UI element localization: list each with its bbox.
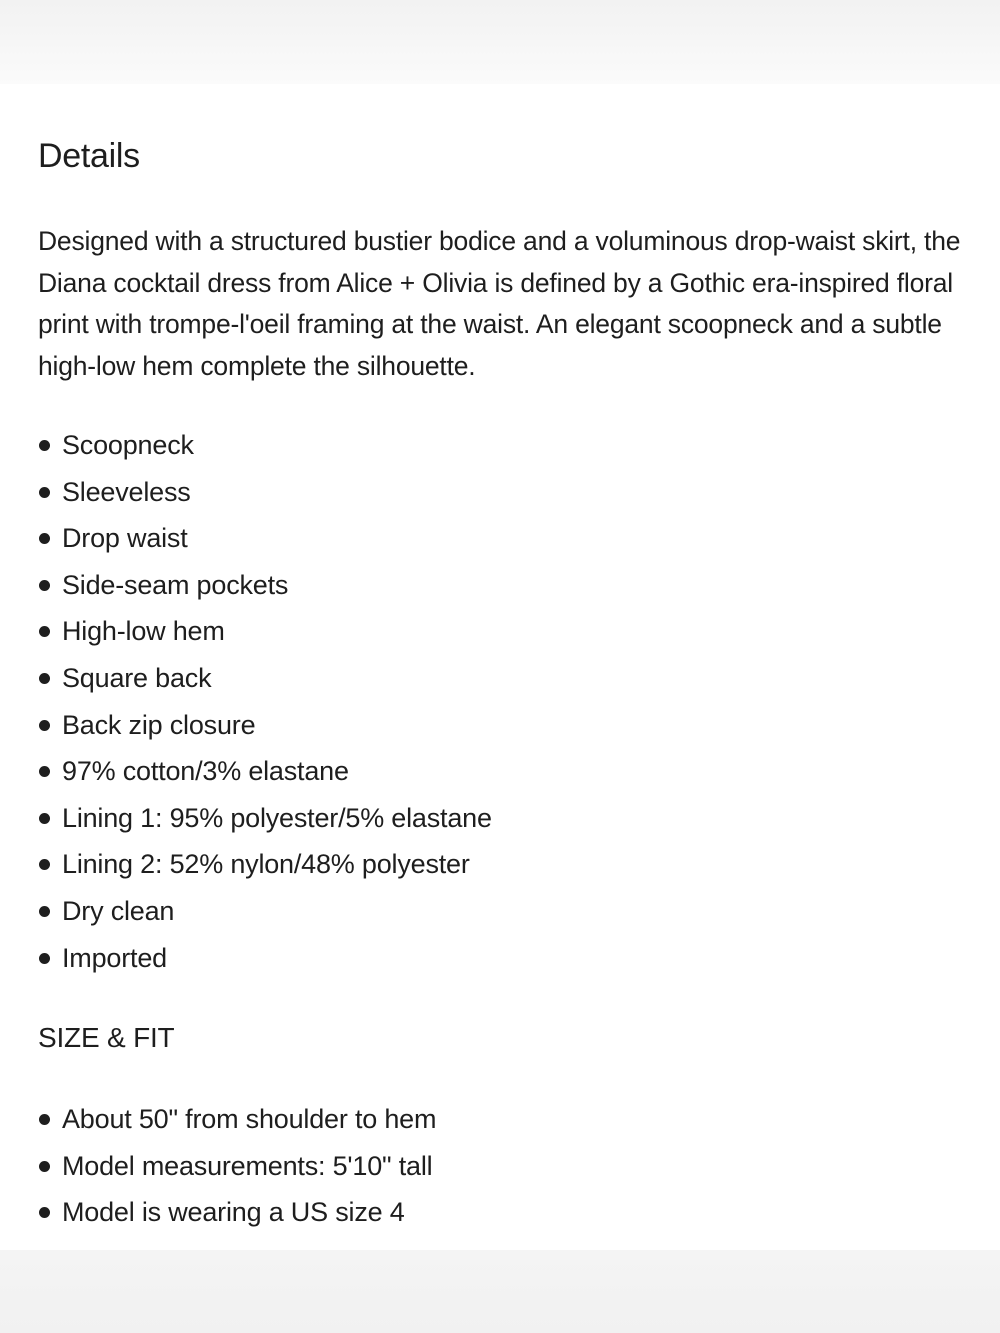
feature-list	[38, 422, 492, 981]
bullet-icon	[39, 1114, 50, 1125]
fit-text: Model is wearing a US size 4	[62, 1197, 405, 1228]
bullet-icon	[39, 1161, 50, 1172]
list-item	[38, 562, 492, 609]
list-item	[38, 841, 492, 888]
product-description: Designed with a structured bustier bodice and a voluminous drop-waist skirt, the Diana cocktail dress from Alice + Olivia is defined by a Gothic era-inspired floral print with trompe-l'oeil framing at the waist. An elegant scoopneck and a subtle high-low hem complete the silhouette.	[38, 226, 961, 382]
bullet-icon	[39, 859, 50, 870]
feature-text: Side-seam pockets	[62, 569, 289, 600]
bullet-icon	[39, 440, 50, 451]
size-fit-list	[38, 1096, 436, 1236]
size-fit-heading: SIZE & FIT	[38, 1022, 175, 1053]
list-item	[38, 702, 492, 749]
fit-text: Model measurements: 5'10" tall	[62, 1150, 433, 1181]
list-item	[38, 655, 492, 702]
bullet-icon	[39, 626, 50, 637]
feature-text: Lining 1: 95% polyester/5% elastane	[62, 802, 492, 833]
list-item	[38, 1096, 436, 1143]
bottom-background-strip	[0, 1250, 1000, 1333]
list-item	[38, 1189, 436, 1236]
feature-text: Drop waist	[62, 523, 188, 554]
list-item	[38, 935, 492, 982]
list-item	[38, 469, 492, 516]
feature-text: Sleeveless	[62, 476, 191, 507]
feature-text: Square back	[62, 662, 212, 693]
list-item	[38, 795, 492, 842]
feature-text: Back zip closure	[62, 709, 256, 740]
bullet-icon	[39, 766, 50, 777]
list-item	[38, 608, 492, 655]
bullet-icon	[39, 906, 50, 917]
fit-text: About 50" from shoulder to hem	[62, 1104, 437, 1134]
bullet-icon	[39, 487, 50, 498]
bullet-icon	[39, 953, 50, 964]
feature-text: High-low hem	[62, 616, 225, 647]
bullet-icon	[39, 533, 50, 544]
bullet-icon	[39, 1207, 50, 1218]
feature-text: Lining 2: 52% nylon/48% polyester	[62, 849, 470, 880]
feature-text: 97% cotton/3% elastane	[62, 756, 349, 787]
list-item	[38, 515, 492, 562]
feature-text: Dry clean	[62, 895, 175, 926]
list-item	[38, 888, 492, 935]
bullet-icon	[39, 673, 50, 684]
bullet-icon	[39, 813, 50, 824]
bullet-icon	[39, 720, 50, 731]
list-item	[38, 1143, 436, 1190]
list-item	[38, 422, 492, 469]
feature-text: Imported	[62, 942, 167, 973]
bullet-icon	[39, 580, 50, 591]
details-heading: Details	[38, 137, 140, 175]
top-background-strip	[0, 0, 1000, 84]
list-item	[38, 748, 492, 795]
feature-text: Scoopneck	[62, 430, 194, 460]
